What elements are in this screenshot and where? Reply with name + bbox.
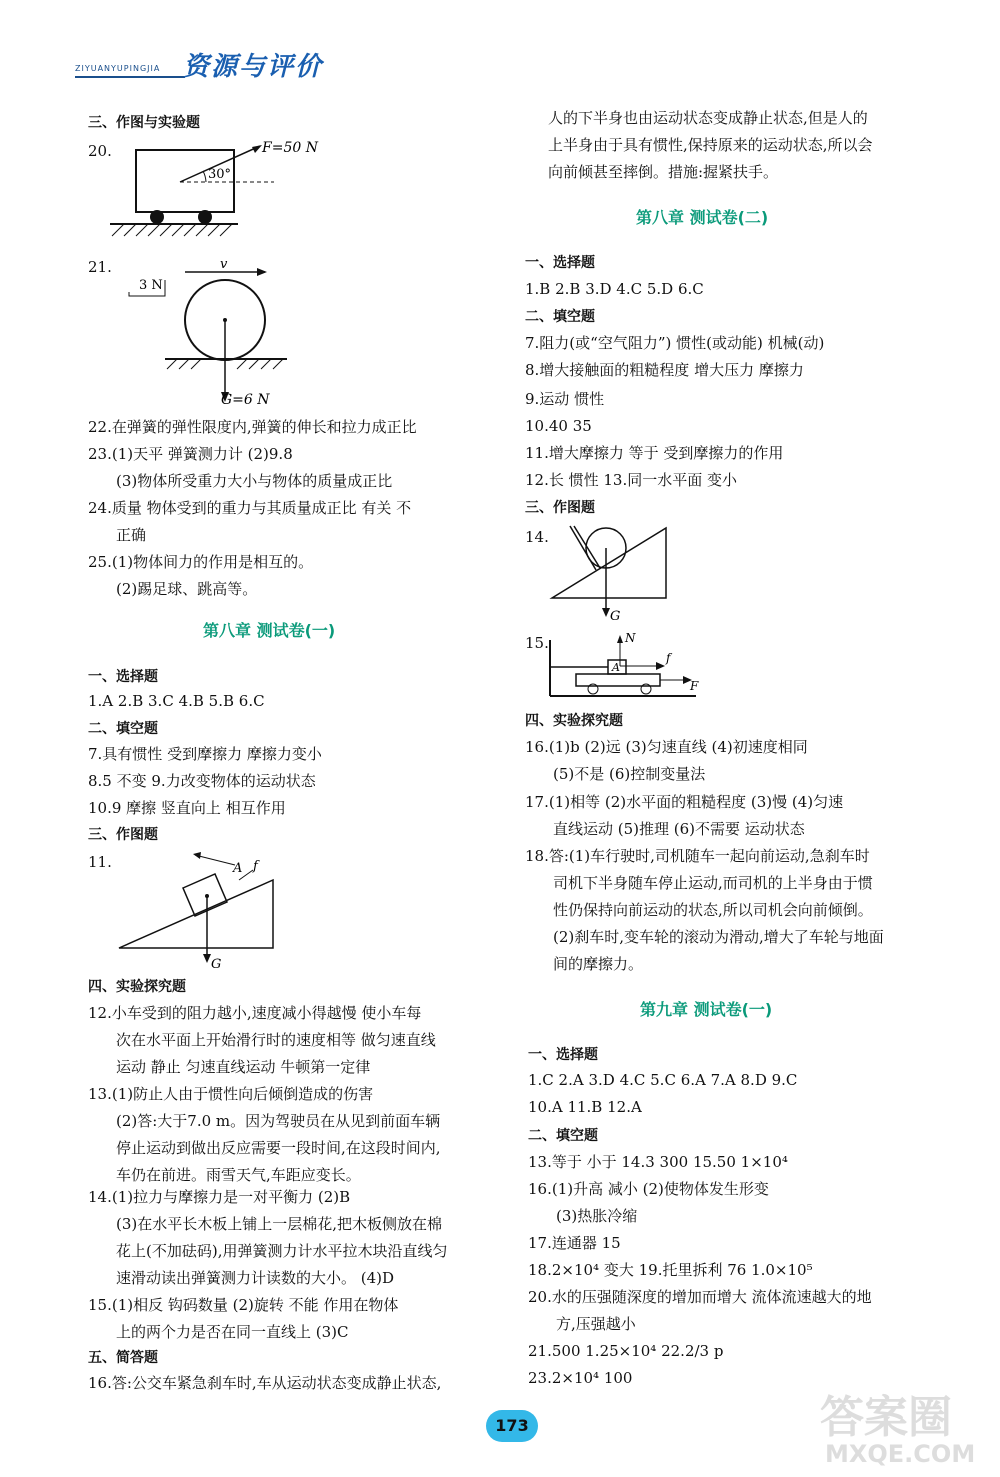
text-line: 15.(1)相反 钩码数量 (2)旋转 不能 作用在物体 [88, 1296, 399, 1314]
text-line: 车仍在前进。雨雪天气,车距应变长。 [116, 1166, 361, 1184]
header-latin: ZIYUANYUPINGJIA [75, 64, 161, 73]
text-line: (3)热胀冷缩 [556, 1207, 638, 1225]
text-line: 间的摩擦力。 [553, 955, 644, 973]
header-arrow [75, 76, 185, 78]
text-line: 花上(不加砝码),用弹簧测力计水平拉木块沿直线匀 [116, 1242, 448, 1260]
fig15-n: N [625, 631, 636, 645]
text-line: 直线运动 (5)推理 (6)不需要 运动状态 [553, 820, 805, 838]
figure-21 [125, 257, 305, 412]
text-line: 12.长 惯性 13.同一水平面 变小 [525, 471, 738, 489]
fig21-g: G=6 N [221, 392, 270, 408]
fig11-g: G [211, 957, 222, 972]
text-line: 18.2×10⁴ 变大 19.托里拆利 76 1.0×10⁵ [528, 1261, 813, 1279]
watermark-logo: 答案圈 [820, 1392, 952, 1443]
section-heading: 一、选择题 [528, 1047, 598, 1063]
section-heading: 一、选择题 [525, 255, 595, 271]
text-line: 次在水平面上开始滑行时的速度相等 做匀速直线 [116, 1031, 436, 1049]
text-line: 9.运动 惯性 [525, 390, 605, 408]
text-line: 运动 静止 匀速直线运动 牛顿第一定律 [116, 1058, 371, 1076]
text-line: 1.B 2.B 3.D 4.C 5.D 6.C [525, 280, 704, 298]
text-line: 16.答:公交车紧急刹车时,车从运动状态变成静止状态, [88, 1374, 442, 1392]
text-line: 7.阻力(或“空气阻力”) 惯性(或动能) 机械(动) [525, 334, 825, 352]
figure-14 [550, 520, 680, 625]
text-line: 11.增大摩擦力 等于 受到摩擦力的作用 [525, 444, 784, 462]
fig14-g: G [610, 609, 621, 624]
text-line: 16.(1)b (2)远 (3)匀速直线 (4)初速度相同 [525, 738, 808, 756]
text-line: 21.500 1.25×10⁴ 22.2/3 p [528, 1342, 724, 1360]
text-line: 上的两个力是否在同一直线上 (3)C [116, 1323, 349, 1341]
text-line: 13.(1)防止人由于惯性向后倾倒造成的伤害 [88, 1085, 374, 1103]
text-line: (2)踢足球、跳高等。 [116, 580, 258, 598]
text-line: 正确 [116, 526, 147, 544]
text-line: 20.水的压强随深度的增加而增大 流体流速越大的地 [528, 1288, 872, 1306]
text-line: 司机下半身随车停止运动,而司机的上半身由于惯 [553, 874, 873, 892]
chapter-title: 第九章 测试卷(一) [640, 1000, 773, 1019]
text-line: 1.A 2.B 3.C 4.B 5.B 6.C [88, 692, 265, 710]
text-line: 15. [525, 634, 549, 652]
watermark-url: MXQE.COM [825, 1440, 976, 1468]
text-line: 17.(1)相等 (2)水平面的粗糙程度 (3)慢 (4)匀速 [525, 793, 844, 811]
fig15-a: A [612, 661, 620, 674]
text-line: 12.小车受到的阻力越小,速度减小得越慢 使小车每 [88, 1004, 422, 1022]
text-line: 10.40 35 [525, 417, 592, 435]
text-line: 14.(1)拉力与摩擦力是一对平衡力 (2)B [88, 1188, 351, 1206]
text-line: 性仍保持向前运动的状态,所以司机会向前倾倒。 [553, 901, 873, 919]
text-line: 23.2×10⁴ 100 [528, 1369, 633, 1387]
text-line: 1.C 2.A 3.D 4.C 5.C 6.A 7.A 8.D 9.C [528, 1071, 798, 1089]
section-heading: 四、实验探究题 [525, 713, 623, 729]
text-line: 11. [88, 853, 112, 871]
text-line: 14. [525, 528, 549, 546]
text-line: (5)不是 (6)控制变量法 [553, 765, 706, 783]
text-line: 24.质量 物体受到的重力与其质量成正比 有关 不 [88, 499, 412, 517]
section-heading: 三、作图题 [88, 827, 158, 843]
fig20-angle: 30° [208, 167, 232, 182]
text-line: 8.增大接触面的粗糙程度 增大压力 摩擦力 [525, 361, 804, 379]
fig11-a: A [233, 861, 243, 876]
text-line: 8.5 不变 9.力改变物体的运动状态 [88, 772, 316, 790]
text-line: (2)答:大于7.0 m。因为驾驶员在从见到前面车辆 [116, 1112, 441, 1130]
fig11-f: f [253, 859, 258, 874]
text-line: 18.答:(1)车行驶时,司机随车一起向前运动,急刹车时 [525, 847, 870, 865]
header-title: 资源与评价 [183, 52, 324, 82]
fig20-force: F=50 N [262, 140, 318, 156]
figure-11 [115, 850, 295, 975]
text-line: 17.连通器 15 [528, 1234, 621, 1252]
text-line: 13.等于 小于 14.3 300 15.50 1×10⁴ [528, 1153, 788, 1171]
header [75, 46, 330, 82]
text-line: 16.(1)升高 减小 (2)使物体发生形变 [528, 1180, 769, 1198]
text-line: (2)刹车时,变车轮的滚动为滑动,增大了车轮与地面 [553, 928, 884, 946]
text-line: 10.9 摩擦 竖直向上 相互作用 [88, 799, 286, 817]
section-heading: 三、作图题 [525, 500, 595, 516]
fig15-f: f [666, 651, 671, 665]
section-heading: 四、实验探究题 [88, 979, 186, 995]
text-line: 22.在弹簧的弹性限度内,弹簧的伸长和拉力成正比 [88, 418, 417, 436]
chapter-title: 第八章 测试卷(二) [636, 208, 769, 227]
text-line: 23.(1)天平 弹簧测力计 (2)9.8 [88, 445, 293, 463]
text-line: 方,压强越小 [556, 1315, 636, 1333]
section-heading: 二、填空题 [525, 309, 595, 325]
figure-15 [546, 632, 716, 702]
text-line: 20. [88, 142, 112, 160]
fig15-F: F [690, 679, 699, 693]
text-line: 25.(1)物体间力的作用是相互的。 [88, 553, 314, 571]
text-line: 人的下半身也由运动状态变成静止状态,但是人的 [548, 109, 868, 127]
text-line: (3)在水平长木板上铺上一层棉花,把木板侧放在棉 [116, 1215, 443, 1233]
text-line: 停止运动到做出反应需要一段时间,在这段时间内, [116, 1139, 441, 1157]
fig21-3n: 3 N [139, 278, 163, 293]
page-number: 173 [486, 1410, 538, 1442]
chapter-title: 第八章 测试卷(一) [203, 621, 336, 640]
figure-20 [110, 140, 330, 240]
section-heading: 五、简答题 [88, 1350, 158, 1366]
text-line: 速滑动读出弹簧测力计读数的大小。 (4)D [116, 1269, 395, 1287]
section-heading: 一、选择题 [88, 669, 158, 685]
text-line: (3)物体所受重力大小与物体的质量成正比 [116, 472, 393, 490]
section-heading: 二、填空题 [88, 721, 158, 737]
text-line: 10.A 11.B 12.A [528, 1098, 642, 1116]
text-line: 上半身由于具有惯性,保持原来的运动状态,所以会 [548, 136, 873, 154]
fig21-v: v [220, 257, 228, 272]
text-line: 7.具有惯性 受到摩擦力 摩擦力变小 [88, 745, 322, 763]
text-line: 向前倾甚至摔倒。措施:握紧扶手。 [548, 163, 779, 181]
section-heading: 二、填空题 [528, 1128, 598, 1144]
text-line: 21. [88, 258, 112, 276]
section-heading: 三、作图与实验题 [88, 115, 200, 131]
